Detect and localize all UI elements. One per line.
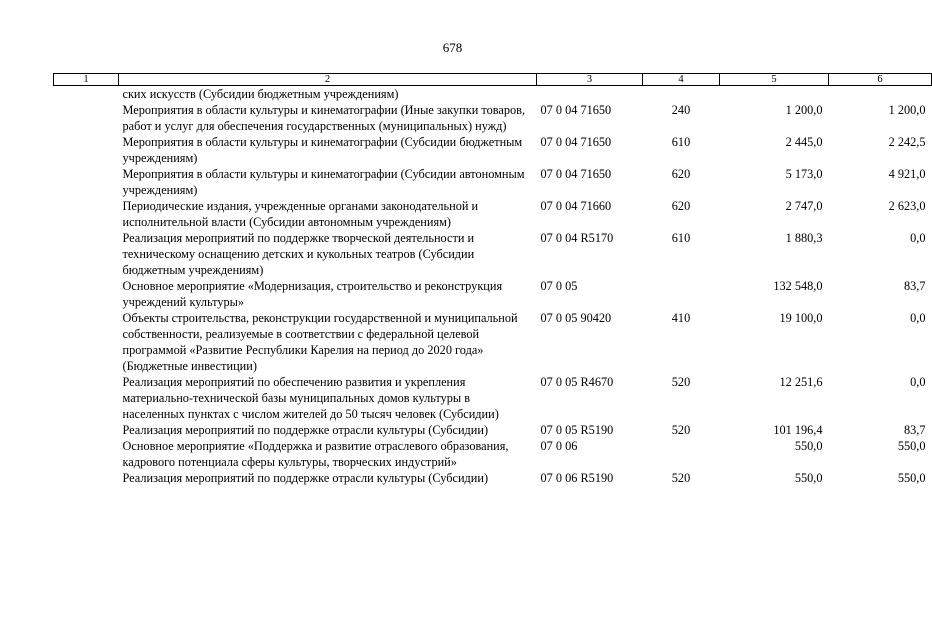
table-row bbox=[54, 230, 932, 278]
amount-executed: 2 623,0 bbox=[888, 199, 926, 213]
target-code bbox=[537, 86, 643, 103]
column-header-4: 4 bbox=[643, 74, 720, 86]
table-row bbox=[54, 470, 932, 486]
amount-planned: 2 445,0 bbox=[785, 135, 823, 149]
amount-planned: 1 200,0 bbox=[785, 103, 823, 117]
page-number: 678 bbox=[442, 40, 463, 55]
item-name: Реализация мероприятий по поддержке творческой деятельности и техническому оснащению детских и кукольных театров (Субсидии бюджетным учреждениям) bbox=[122, 231, 475, 277]
amount-executed: 2 242,5 bbox=[888, 135, 926, 149]
expense-type: 240 bbox=[671, 103, 691, 117]
amount-executed: 0,0 bbox=[910, 375, 926, 389]
amount-executed: 83,7 bbox=[903, 279, 926, 293]
target-code: 07 0 06 R5190 bbox=[540, 471, 614, 485]
row-number-cell bbox=[54, 102, 119, 134]
expense-type: 610 bbox=[671, 135, 691, 149]
table-row bbox=[54, 438, 932, 470]
amount-executed: 0,0 bbox=[910, 311, 926, 325]
item-name: Периодические издания, учрежденные органами законодательной и исполнительной власти (Субсидии автономным учреждениям) bbox=[122, 199, 479, 229]
table-row bbox=[54, 134, 932, 166]
item-name: Реализация мероприятий по поддержке отрасли культуры (Субсидии) bbox=[122, 423, 489, 437]
amount-planned: 550,0 bbox=[794, 439, 823, 453]
row-number-cell bbox=[54, 166, 119, 198]
amount-planned: 101 196,4 bbox=[773, 423, 823, 437]
budget-table bbox=[53, 73, 932, 486]
expense-type: 620 bbox=[671, 167, 691, 181]
expense-type: 520 bbox=[671, 423, 691, 437]
amount-planned: 550,0 bbox=[794, 471, 823, 485]
target-code: 07 0 05 R5190 bbox=[540, 423, 614, 437]
row-number-cell bbox=[54, 198, 119, 230]
amount-planned: 19 100,0 bbox=[779, 311, 823, 325]
table-row bbox=[54, 278, 932, 310]
column-header-5: 5 bbox=[720, 74, 829, 86]
amount-executed: 4 921,0 bbox=[888, 167, 926, 181]
amount-executed: 550,0 bbox=[897, 439, 926, 453]
expense-type bbox=[643, 86, 720, 103]
column-header-3: 3 bbox=[537, 74, 643, 86]
expense-type: 620 bbox=[671, 199, 691, 213]
row-number-cell bbox=[54, 470, 119, 486]
row-number-cell bbox=[54, 230, 119, 278]
expense-type bbox=[643, 438, 720, 470]
target-code: 07 0 04 R5170 bbox=[540, 231, 614, 245]
table-row bbox=[54, 166, 932, 198]
target-code: 07 0 05 90420 bbox=[540, 311, 612, 325]
item-name: Основное мероприятие «Поддержка и развитие отраслевого образования, кадрового потенциала сферы культуры, творческих индустрий» bbox=[122, 439, 509, 469]
amount-planned: 132 548,0 bbox=[773, 279, 823, 293]
table-row bbox=[54, 86, 932, 103]
amount-executed: 550,0 bbox=[897, 471, 926, 485]
row-number-cell bbox=[54, 310, 119, 374]
table-row bbox=[54, 422, 932, 438]
target-code: 07 0 04 71660 bbox=[540, 199, 612, 213]
item-name: Объекты строительства, реконструкции государственной и муниципальной собственности, реализуемые в соответствии с федеральной целевой программой «Развитие Республики Карелия на период до 2020 года» (Бюджетные инвестиции) bbox=[122, 311, 518, 373]
amount-executed: 1 200,0 bbox=[888, 103, 926, 117]
expense-type bbox=[643, 278, 720, 310]
row-number-cell bbox=[54, 278, 119, 310]
item-name: Мероприятия в области культуры и кинематографии (Субсидии бюджетным учреждениям) bbox=[122, 135, 523, 165]
amount-planned: 1 880,3 bbox=[785, 231, 823, 245]
amount-planned: 5 173,0 bbox=[785, 167, 823, 181]
item-name: Реализация мероприятий по обеспечению развития и укрепления материально-технической базы муниципальных домов культуры в населенных пунктах с числом жителей до 50 тысяч человек (Субсидии) bbox=[122, 375, 499, 421]
item-name: Мероприятия в области культуры и кинематографии (Иные закупки товаров, работ и услуг для обеспечения государственных (муниципальных) нужд) bbox=[122, 103, 526, 133]
column-header-6: 6 bbox=[829, 74, 932, 86]
column-header-1: 1 bbox=[54, 74, 119, 86]
row-number-cell bbox=[54, 134, 119, 166]
expense-type: 610 bbox=[671, 231, 691, 245]
table-row bbox=[54, 374, 932, 422]
amount-executed bbox=[829, 86, 932, 103]
item-name: Мероприятия в области культуры и кинематографии (Субсидии автономным учреждениям) bbox=[122, 167, 525, 197]
item-name: ских искусств (Субсидии бюджетным учреждениям) bbox=[122, 87, 399, 101]
target-code: 07 0 04 71650 bbox=[540, 167, 612, 181]
item-name: Реализация мероприятий по поддержке отрасли культуры (Субсидии) bbox=[122, 471, 489, 485]
table-row bbox=[54, 310, 932, 374]
header-row bbox=[54, 74, 932, 86]
amount-planned: 12 251,6 bbox=[779, 375, 823, 389]
target-code: 07 0 06 bbox=[540, 439, 578, 453]
expense-type: 520 bbox=[671, 471, 691, 485]
target-code: 07 0 04 71650 bbox=[540, 103, 612, 117]
row-number-cell bbox=[54, 86, 119, 103]
expense-type: 410 bbox=[671, 311, 691, 325]
target-code: 07 0 05 R4670 bbox=[540, 375, 614, 389]
table-row bbox=[54, 198, 932, 230]
target-code: 07 0 04 71650 bbox=[540, 135, 612, 149]
amount-planned bbox=[720, 86, 829, 103]
row-number-cell bbox=[54, 374, 119, 422]
target-code: 07 0 05 bbox=[540, 279, 578, 293]
row-number-cell bbox=[54, 422, 119, 438]
table-row bbox=[54, 102, 932, 134]
expense-type: 520 bbox=[671, 375, 691, 389]
amount-executed: 0,0 bbox=[910, 231, 926, 245]
row-number-cell bbox=[54, 438, 119, 470]
amount-planned: 2 747,0 bbox=[785, 199, 823, 213]
amount-executed: 83,7 bbox=[903, 423, 926, 437]
item-name: Основное мероприятие «Модернизация, строительство и реконструкция учреждений культуры» bbox=[122, 279, 503, 309]
column-header-2: 2 bbox=[119, 74, 537, 86]
